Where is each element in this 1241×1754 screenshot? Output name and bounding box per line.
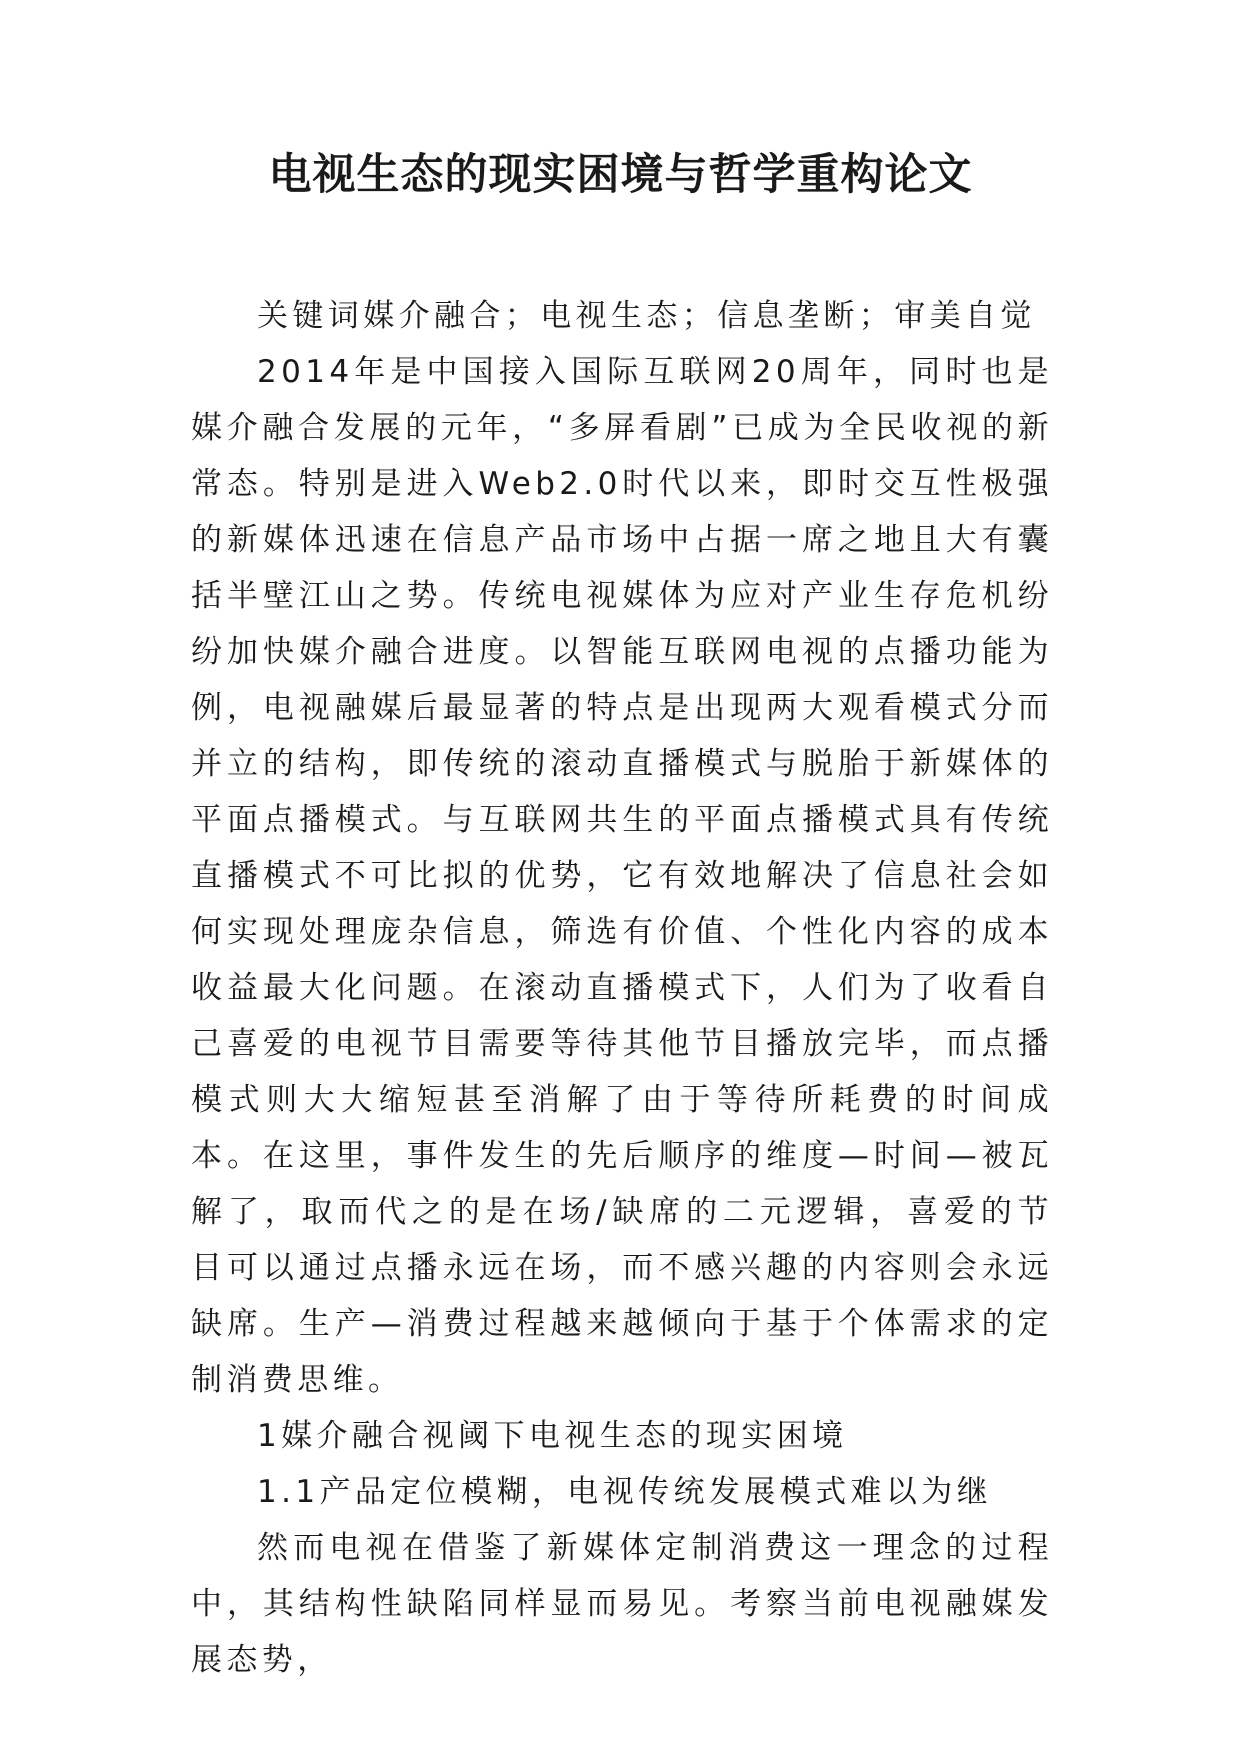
document-title: 电视生态的现实困境与哲学重构论文: [268, 150, 973, 200]
keywords-line: 关键词媒介融合；电视生态；信息垄断；审美自觉: [257, 298, 1036, 334]
subsection-heading: 1.1产品定位模糊，电视传统发展模式难以为继: [257, 1474, 993, 1510]
section-heading: 1媒介融合视阈下电视生态的现实困境: [257, 1418, 848, 1454]
document-body: [191, 288, 1053, 1688]
body-paragraph: 然而电视在借鉴了新媒体定制消费这一理念的过程中，其结构性缺陷同样显而易见。考察当前电视融媒发展态势，: [191, 1530, 1053, 1678]
body-paragraph: 2014年是中国接入国际互联网20周年，同时也是媒介融合发展的元年，“多屏看剧”已成为全民收视的新常态。特别是进入Web2.0时代以来，即时交互性极强的新媒体迅速在信息产品市场中占据一席之地且大有囊括半壁江山之势。传统电视媒体为应对产业生存危机纷纷加快媒介融合进度。以智能互联网电视的点播功能为例，电视融媒后最显著的特点是出现两大观看模式分而并立的结构，即传统的滚动直播模式与脱胎于新媒体的平面点播模式。与互联网共生的平面点播模式具有传统直播模式不可比拟的优势，它有效地解决了信息社会如何实现处理庞杂信息，筛选有价值、个性化内容的成本收益最大化问题。在滚动直播模式下，人们为了收看自己喜爱的电视节目需要等待其他节目播放完毕，而点播模式则大大缩短甚至消解了由于等待所耗费的时间成本。在这里，事件发生的先后顺序的维度—时间—被瓦解了，取而代之的是在场/缺席的二元逻辑，喜爱的节目可以通过点播永远在场，而不感兴趣的内容则会永远缺席。生产—消费过程越来越倾向于基于个体需求的定制消费思维。: [191, 354, 1053, 1398]
